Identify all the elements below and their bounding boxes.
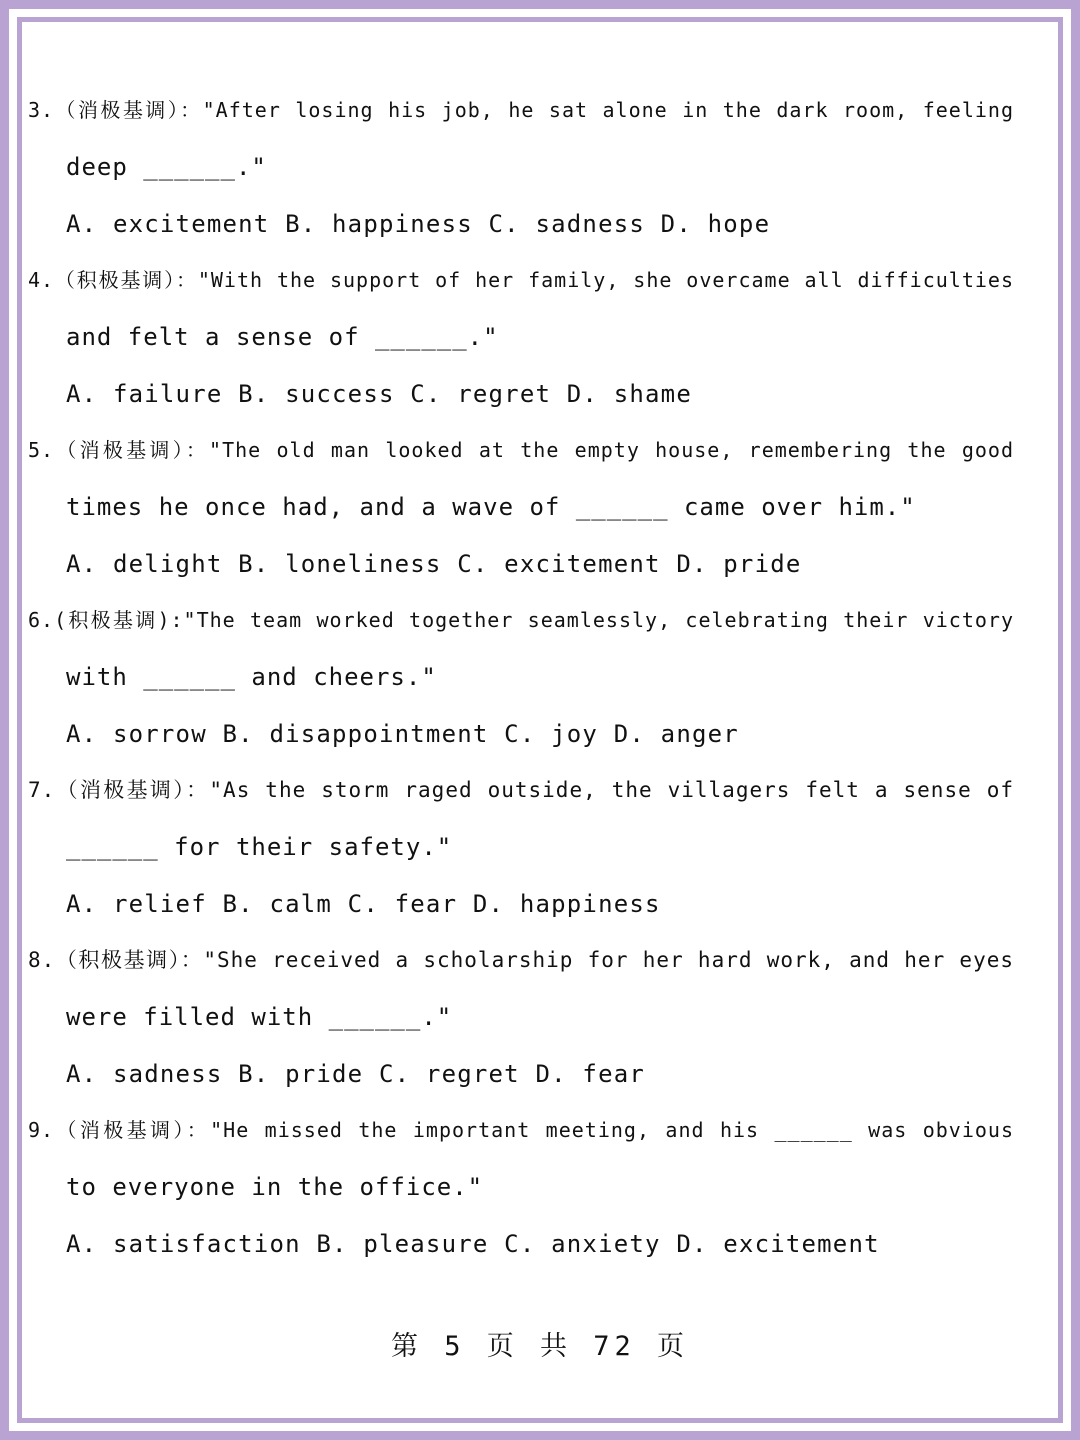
answer-options: A. sorrow B. disappointment C. joy D. anger (66, 720, 739, 748)
question-stem: 4.（积极基调）："With the support of her family, she overcame all difficulties (28, 268, 1014, 292)
question-stem-continued: and felt a sense of ______." (66, 323, 499, 351)
question-stem: 7.（消极基调）："As the storm raged outside, the villagers felt a sense of (28, 778, 1014, 802)
question-stem-continued: times he once had, and a wave of ______ came over him." (66, 493, 916, 521)
answer-options: A. satisfaction B. pleasure C. anxiety D. excitement (66, 1230, 880, 1258)
answer-options: A. delight B. loneliness C. excitement D. pride (66, 550, 802, 578)
question-stem: 5.（消极基调）："The old man looked at the empty house, remembering the good (28, 438, 1014, 462)
answer-options: A. sadness B. pride C. regret D. fear (66, 1060, 646, 1088)
answer-options: A. failure B. success C. regret D. shame (66, 380, 692, 408)
answer-options: A. excitement B. happiness C. sadness D. hope (66, 210, 771, 238)
page-number: 第 5 页 共 72 页 (390, 1331, 690, 1362)
question-stem-continued: ______ for their safety." (66, 833, 453, 861)
question-stem: 6.(积极基调):"The team worked together seamlessly, celebrating their victory (28, 608, 1014, 632)
question-stem-continued: were filled with ______." (66, 1003, 453, 1031)
question-stem: 9.（消极基调）："He missed the important meeting, and his ______ was obvious (28, 1118, 1014, 1142)
question-stem-continued: deep ______." (66, 153, 267, 181)
question-stem: 8.（积极基调）："She received a scholarship for her hard work, and her eyes (28, 948, 1014, 972)
answer-options: A. relief B. calm C. fear D. happiness (66, 890, 661, 918)
question-stem-continued: with ______ and cheers." (66, 663, 437, 691)
question-stem: 3.（消极基调）："After losing his job, he sat alone in the dark room, feeling (28, 98, 1014, 122)
question-stem-continued: to everyone in the office." (66, 1173, 484, 1201)
